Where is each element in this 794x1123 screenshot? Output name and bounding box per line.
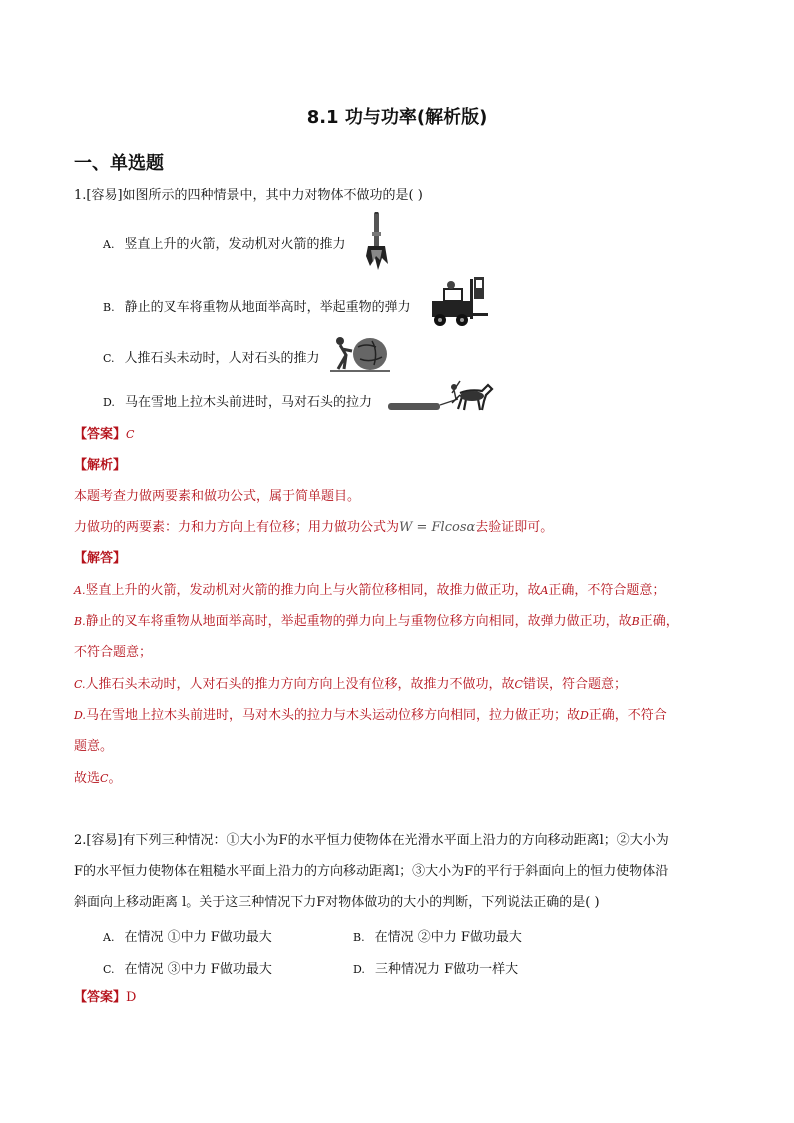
q1-solution-line xyxy=(74,676,627,694)
conclusion-suffix: 。 xyxy=(108,771,122,786)
conclusion-letter: C xyxy=(100,772,109,785)
option-text: 在情况 ①中力 F做功最大 xyxy=(124,930,272,945)
option-letter: A. xyxy=(103,931,115,944)
q2-answer xyxy=(74,989,136,1007)
option-letter: B. xyxy=(103,301,115,314)
answer-label: 【答案】 xyxy=(74,990,127,1005)
option-letter: D. xyxy=(353,963,365,976)
q2-option-b[interactable] xyxy=(353,926,522,945)
work-formula: W = Flcosα xyxy=(399,520,476,535)
answer-value: C xyxy=(126,428,135,441)
q1-analysis-line-2 xyxy=(74,519,553,537)
solution-letter: D xyxy=(579,709,589,722)
q1-analysis-line-1: 本题考查力做两要素和做功公式，属于简单题目。 xyxy=(74,489,361,504)
solution-letter: B xyxy=(631,615,640,628)
solution-lead: D. xyxy=(74,709,86,722)
q1-option-a[interactable] xyxy=(103,233,345,252)
solution-text: 静止的叉车将重物从地面举高时，举起重物的弹力向上与重物位移方向相同，故弹力做正功，故 xyxy=(85,614,632,629)
q1-analysis-label: 【解析】 xyxy=(74,458,127,473)
option-text: 人推石头未动时，人对石头的推力 xyxy=(124,351,320,366)
option-letter: A. xyxy=(103,238,115,251)
answer-label: 【答案】 xyxy=(74,427,127,442)
q1-option-d[interactable] xyxy=(103,391,372,410)
q1-solution-line xyxy=(74,738,113,756)
page-title: 8.1 功与功率(解析版) xyxy=(306,107,488,128)
answer-value: D xyxy=(126,990,137,1005)
q1-option-b[interactable] xyxy=(103,296,411,315)
person-pushing-rock-icon xyxy=(330,333,390,373)
solution-tail: 正确，不符合题意； xyxy=(548,583,666,598)
solution-text: 题意。 xyxy=(74,739,114,754)
conclusion-prefix: 故选 xyxy=(74,771,101,786)
solution-text: 竖直上升的火箭，发动机对火箭的推力向上与火箭位移相同，故推力做正功，故 xyxy=(85,583,541,598)
solution-tail: 正确，不符合 xyxy=(588,708,667,723)
q1-solution-line xyxy=(74,613,679,631)
solution-text: 不符合题意； xyxy=(74,645,153,660)
analysis-text: 力做功的两要素：力和力方向上有位移；用力做功公式为 xyxy=(74,520,400,535)
solution-lead: B. xyxy=(74,615,86,628)
q2-stem-line: 2.[容易]有下列三种情况：①大小为F的水平恒力使物体在光滑水平面上沿力的方向移动距离l；②大小为 xyxy=(74,833,669,848)
q1-option-c[interactable] xyxy=(103,347,320,366)
option-text: 静止的叉车将重物从地面举高时，举起重物的弹力 xyxy=(124,300,411,315)
solution-tail: 错误，符合题意； xyxy=(522,677,627,692)
q2-option-a[interactable] xyxy=(103,926,272,945)
option-text: 在情况 ②中力 F做功最大 xyxy=(374,930,522,945)
option-text: 马在雪地上拉木头前进时，马对石头的拉力 xyxy=(124,395,372,410)
option-letter: C. xyxy=(103,963,115,976)
q1-stem: 1.[容易]如图所示的四种情景中，其中力对物体不做功的是( ) xyxy=(74,188,423,203)
q1-solution-line xyxy=(74,644,152,662)
option-text: 竖直上升的火箭，发动机对火箭的推力 xyxy=(124,237,346,252)
solution-lead: C. xyxy=(74,678,86,691)
q1-conclusion xyxy=(74,770,121,788)
q1-answer xyxy=(74,426,134,444)
forklift-icon xyxy=(430,275,490,329)
option-text: 在情况 ③中力 F做功最大 xyxy=(124,962,272,977)
option-letter: B. xyxy=(353,931,365,944)
analysis-tail: 去验证即可。 xyxy=(475,520,554,535)
q2-stem-line: F的水平恒力使物体在粗糙水平面上沿力的方向移动距离l；③大小为F的平行于斜面向上的恒力使物体沿 xyxy=(74,864,669,879)
solution-lead: A. xyxy=(74,584,86,597)
option-letter: C. xyxy=(103,352,115,365)
solution-tail: 正确， xyxy=(639,614,679,629)
section-heading: 一、单选题 xyxy=(74,153,164,174)
solution-letter: C xyxy=(514,678,523,691)
option-text: 三种情况力 F做功一样大 xyxy=(374,962,519,977)
q2-option-c[interactable] xyxy=(103,958,272,977)
q2-option-d[interactable] xyxy=(353,958,518,977)
solution-text: 马在雪地上拉木头前进时，马对木头的拉力与木头运动位移方向相同，拉力做正功；故 xyxy=(85,708,580,723)
option-letter: D. xyxy=(103,396,115,409)
horse-pulling-log-icon xyxy=(386,377,494,413)
solution-text: 人推石头未动时，人对石头的推力方向方向上没有位移，故推力不做功，故 xyxy=(85,677,515,692)
q1-solution-line xyxy=(74,582,665,600)
q1-solution-label: 【解答】 xyxy=(74,551,127,566)
solution-letter: A xyxy=(540,584,549,597)
q1-solution-line xyxy=(74,707,667,725)
rocket-icon xyxy=(364,212,390,274)
q2-stem-line: 斜面向上移动距离 l。关于这三种情况下力F对物体做功的大小的判断，下列说法正确的是( ) xyxy=(74,895,600,910)
